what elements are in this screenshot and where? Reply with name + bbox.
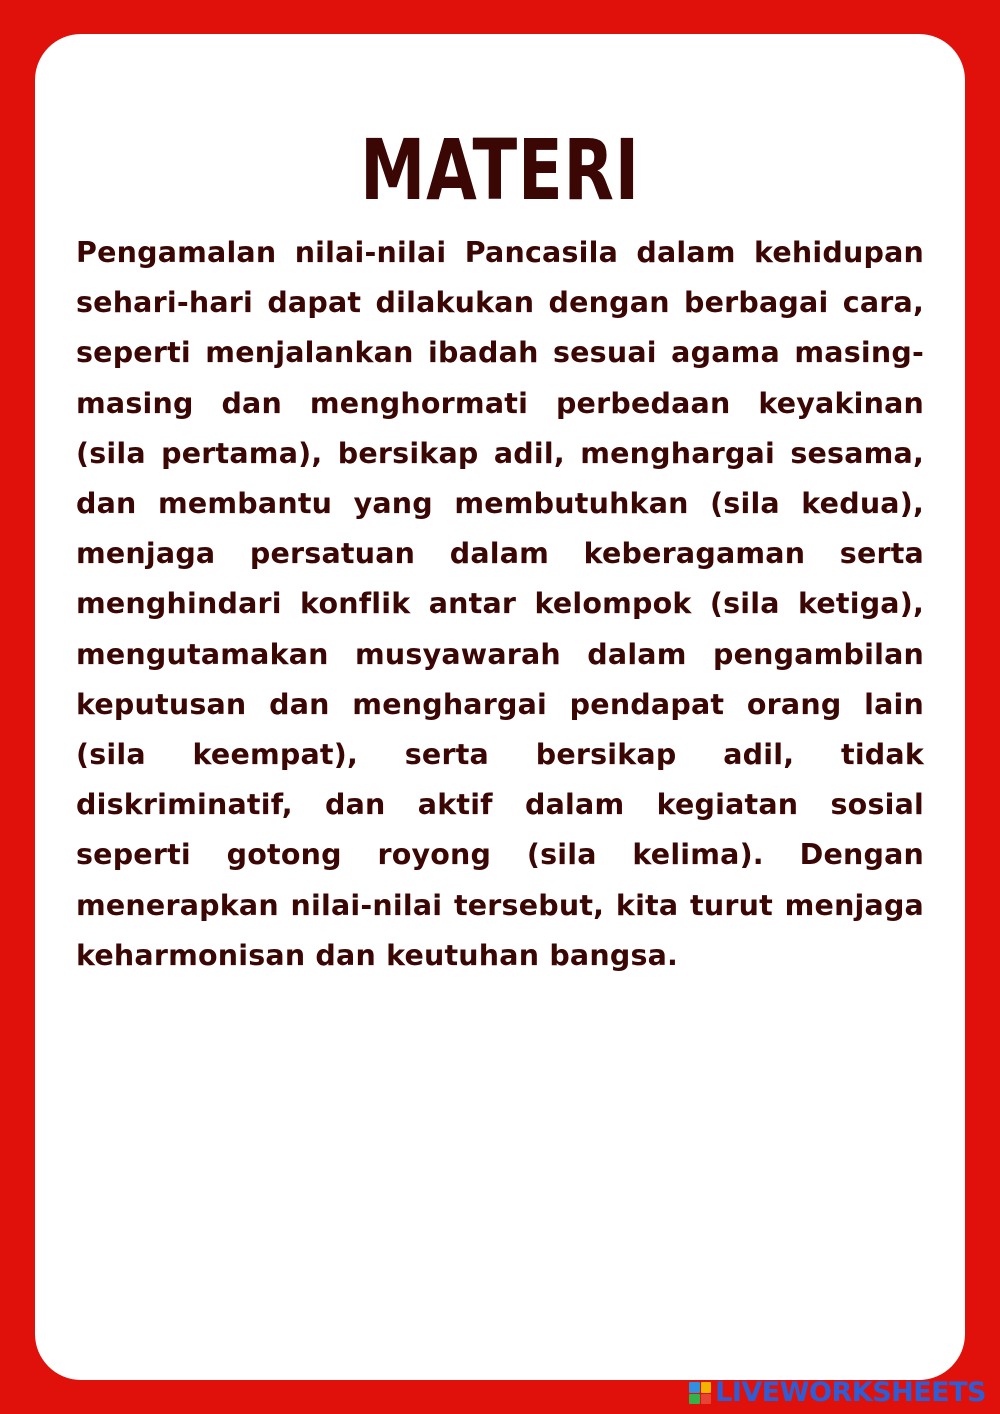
page-title: MATERI — [360, 121, 640, 219]
watermark — [689, 1378, 986, 1408]
watermark-text: LIVEWORKSHEETS — [715, 1377, 986, 1408]
liveworksheets-logo-icon — [689, 1382, 711, 1404]
body-paragraph: Pengamalan nilai-nilai Pancasila dalam kehidupan sehari-hari dapat dilakukan dengan berbagai cara, seperti menjalankan ibadah sesuai agama masing-masing dan menghormati perbedaan keyakinan (sila pertama), bersikap adil, menghargai sesama, dan membantu yang membutuhkan (sila kedua), menjaga persatuan dalam keberagaman serta menghindari konflik antar kelompok (sila ketiga), mengutamakan musyawarah dalam pengambilan keputusan dan menghargai pendapat orang lain (sila keempat), serta bersikap adil, tidak diskriminatif, dan aktif dalam kegiatan sosial seperti gotong royong (sila kelima). Dengan menerapkan nilai-nilai tersebut, kita turut menjaga keharmonisan dan keutuhan bangsa. — [76, 236, 924, 972]
content-card — [35, 34, 965, 1380]
